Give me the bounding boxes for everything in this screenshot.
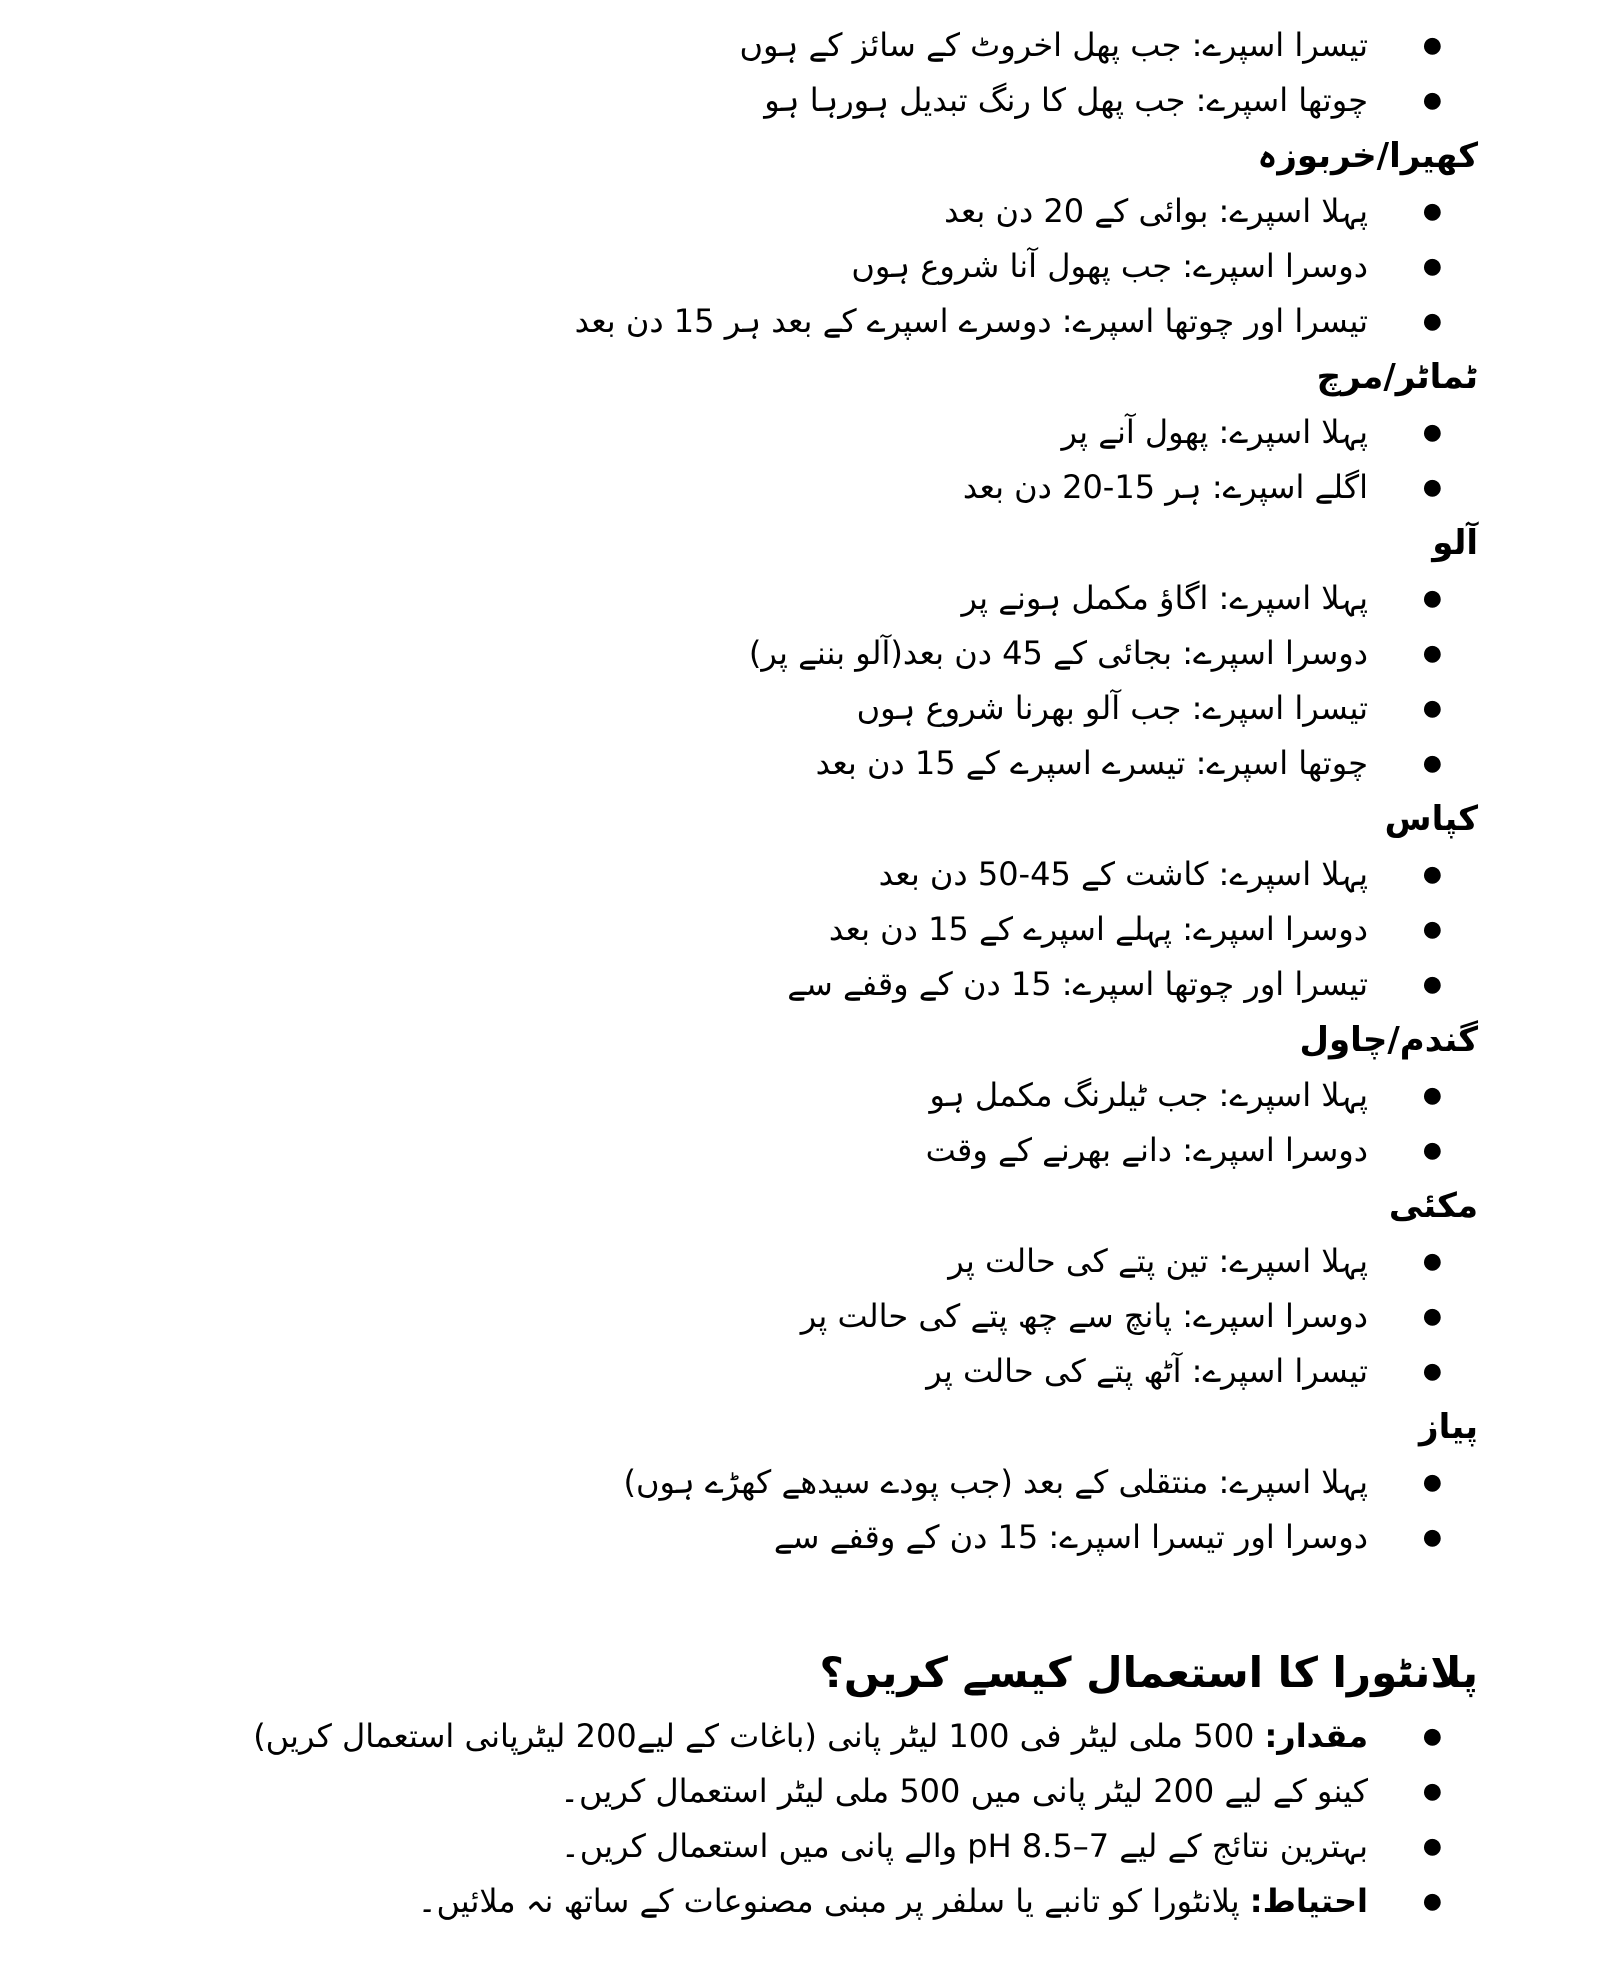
usage-list — [60, 1709, 1478, 1929]
spray-list — [60, 405, 1478, 515]
dose-text: 500 ملی لیٹر فی 100 لیٹر پانی (باغات کے لیے200 لیٹرپانی استعمال کریں) — [253, 1717, 1265, 1755]
list-item: ● دوسرا اسپرے: بجائی کے 45 دن بعد(آلو بننے پر) — [60, 626, 1478, 681]
list-item: ● پہلا اسپرے: کاشت کے 45-50 دن بعد — [60, 847, 1478, 902]
list-item: ● تیسرا اسپرے: جب پھل اخروٹ کے سائز کے ہوں — [60, 18, 1478, 73]
spray-list — [60, 847, 1478, 1012]
crop-section-wheat-rice — [60, 1012, 1478, 1178]
list-item: ● پہلا اسپرے: بوائی کے 20 دن بعد — [60, 184, 1478, 239]
list-item: ● تیسرا اسپرے: آٹھ پتے کی حالت پر — [60, 1344, 1478, 1399]
crop-title: مکئی — [1388, 1186, 1478, 1226]
crop-title: پیاز — [1419, 1407, 1478, 1447]
dose-item — [60, 1709, 1478, 1764]
crop-title: کھیرا/خربوزہ — [1257, 136, 1478, 176]
spray-list — [60, 1234, 1478, 1399]
list-item: ● اگلے اسپرے: ہر 15-20 دن بعد — [60, 460, 1478, 515]
list-item: ● پہلا اسپرے: اگاؤ مکمل ہونے پر — [60, 571, 1478, 626]
fruit-spray-list — [60, 18, 1478, 128]
list-item: ● چوتھا اسپرے: جب پھل کا رنگ تبدیل ہورہا ہو — [60, 73, 1478, 128]
usage-title: پلانٹورا کا استعمال کیسے کریں؟ — [819, 1648, 1478, 1697]
list-item: ● پہلا اسپرے: پھول آنے پر — [60, 405, 1478, 460]
ph-item: ● بہترین نتائج کے لیے pH 8.5–7 والے پانی میں استعمال کریں۔ — [60, 1819, 1478, 1874]
list-item: ● تیسرا اور چوتھا اسپرے: 15 دن کے وقفے سے — [60, 957, 1478, 1012]
crop-section-maize — [60, 1178, 1478, 1399]
crop-section-onion — [60, 1399, 1478, 1565]
caution-text: پلانٹورا کو تانبے یا سلفر پر مبنی مصنوعات کے ساتھ نہ ملائیں۔ — [417, 1882, 1250, 1920]
crop-title: آلو — [1432, 523, 1478, 563]
list-item: ● تیسرا اسپرے: جب آلو بھرنا شروع ہوں — [60, 681, 1478, 736]
list-item: ● دوسرا اسپرے: پانچ سے چھ پتے کی حالت پر — [60, 1289, 1478, 1344]
dose-label: مقدار: — [1264, 1717, 1368, 1755]
list-item: ● چوتھا اسپرے: تیسرے اسپرے کے 15 دن بعد — [60, 736, 1478, 791]
spray-list — [60, 1455, 1478, 1565]
list-item: ● پہلا اسپرے: جب ٹیلرنگ مکمل ہو — [60, 1068, 1478, 1123]
kinnow-item: ● کینو کے لیے 200 لیٹر پانی میں 500 ملی لیٹر استعمال کریں۔ — [60, 1764, 1478, 1819]
list-item: ● دوسرا اسپرے: جب پھول آنا شروع ہوں — [60, 239, 1478, 294]
list-item: ● دوسرا اور تیسرا اسپرے: 15 دن کے وقفے سے — [60, 1510, 1478, 1565]
crop-title: کپاس — [1384, 799, 1478, 839]
crop-section-tomato-chili — [60, 349, 1478, 515]
crop-section-potato — [60, 515, 1478, 791]
spray-list — [60, 571, 1478, 791]
list-item: ● پہلا اسپرے: منتقلی کے بعد (جب پودے سیدھے کھڑے ہوں) — [60, 1455, 1478, 1510]
list-item: ● دوسرا اسپرے: دانے بھرنے کے وقت — [60, 1123, 1478, 1178]
spray-list — [60, 184, 1478, 349]
spray-list — [60, 1068, 1478, 1178]
usage-section — [60, 1643, 1478, 1929]
caution-item — [60, 1874, 1478, 1929]
crop-section-cucumber-melon — [60, 128, 1478, 349]
crop-title: ٹماٹر/مرچ — [1316, 357, 1478, 397]
list-item: ● دوسرا اسپرے: پہلے اسپرے کے 15 دن بعد — [60, 902, 1478, 957]
crop-title: گندم/چاول — [1299, 1020, 1478, 1060]
caution-label: احتیاط: — [1249, 1882, 1368, 1920]
list-item: ● پہلا اسپرے: تین پتے کی حالت پر — [60, 1234, 1478, 1289]
crop-section-cotton — [60, 791, 1478, 1012]
list-item: ● تیسرا اور چوتھا اسپرے: دوسرے اسپرے کے بعد ہر 15 دن بعد — [60, 294, 1478, 349]
